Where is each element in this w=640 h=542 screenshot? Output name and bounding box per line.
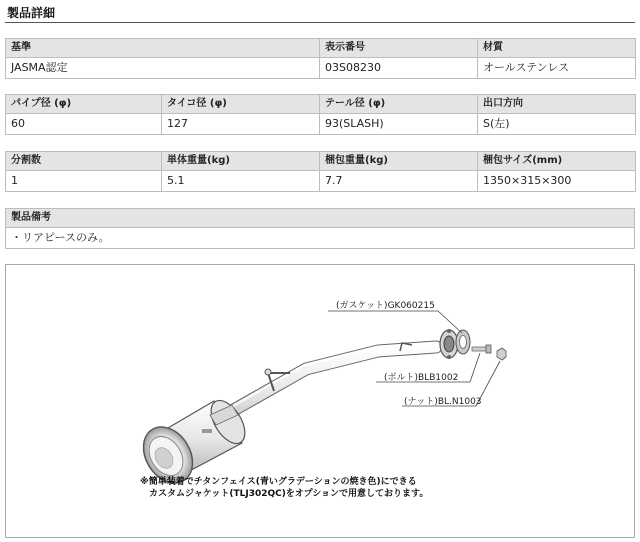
- title-divider: [5, 22, 635, 23]
- value-pieces: 1: [6, 171, 162, 192]
- gasket-part: [456, 330, 470, 354]
- value-material: オールステンレス: [478, 58, 636, 79]
- table-row: [6, 114, 636, 135]
- spec-table-dimensions: [5, 94, 636, 135]
- header-package-size: 梱包サイズ(mm): [478, 152, 636, 171]
- header-standard: 基準: [6, 39, 320, 58]
- table-row: [6, 58, 636, 79]
- value-pipe-diameter: 60: [6, 114, 162, 135]
- section-title: 製品詳細: [7, 6, 56, 20]
- header-material: 材質: [478, 39, 636, 58]
- value-package-size: 1350×315×300: [478, 171, 636, 192]
- header-tail-diameter: テール径 (φ): [320, 95, 478, 114]
- value-tail-diameter: 93(SLASH): [320, 114, 478, 135]
- spec-table-weights: [5, 151, 636, 192]
- header-silencer-diameter: タイコ径 (φ): [162, 95, 320, 114]
- nut-part: [497, 348, 506, 360]
- option-note-line-2: カスタムジャケット(TLJ302QC)をオプションで用意しております。: [149, 489, 429, 499]
- header-pieces: 分割数: [6, 152, 162, 171]
- inlet-flange: [440, 329, 458, 359]
- table-row: [6, 171, 636, 192]
- header-display-number: 表示番号: [320, 39, 478, 58]
- value-remarks: ・リアピースのみ。: [6, 228, 635, 249]
- header-package-weight: 梱包重量(kg): [320, 152, 478, 171]
- nut-callout: (ナット)BL.N1003: [404, 397, 482, 407]
- header-unit-weight: 単体重量(kg): [162, 152, 320, 171]
- bolt-callout: (ボルト)BLB1002: [384, 373, 459, 383]
- header-pipe-diameter: パイプ径 (φ): [6, 95, 162, 114]
- header-remarks: 製品備考: [6, 209, 635, 228]
- table-row: [6, 228, 635, 249]
- value-standard: JASMA認定: [6, 58, 320, 79]
- table-header-row: [6, 39, 636, 58]
- value-exit-direction: S(左): [478, 114, 636, 135]
- bolt-part: [472, 345, 491, 353]
- table-header-row: [6, 152, 636, 171]
- value-display-number: 03S08230: [320, 58, 478, 79]
- header-exit-direction: 出口方向: [478, 95, 636, 114]
- exhaust-diagram: [5, 264, 635, 538]
- table-header-row: [6, 95, 636, 114]
- table-header-row: [6, 209, 635, 228]
- remarks-table: [5, 208, 635, 249]
- value-unit-weight: 5.1: [162, 171, 320, 192]
- value-package-weight: 7.7: [320, 171, 478, 192]
- gasket-callout: (ガスケット)GK060215: [336, 301, 435, 311]
- spec-table-standard: [5, 38, 636, 79]
- value-silencer-diameter: 127: [162, 114, 320, 135]
- option-note-line-1: ※簡単装着でチタンフェイス(青いグラデーションの焼き色)にできる: [140, 477, 417, 487]
